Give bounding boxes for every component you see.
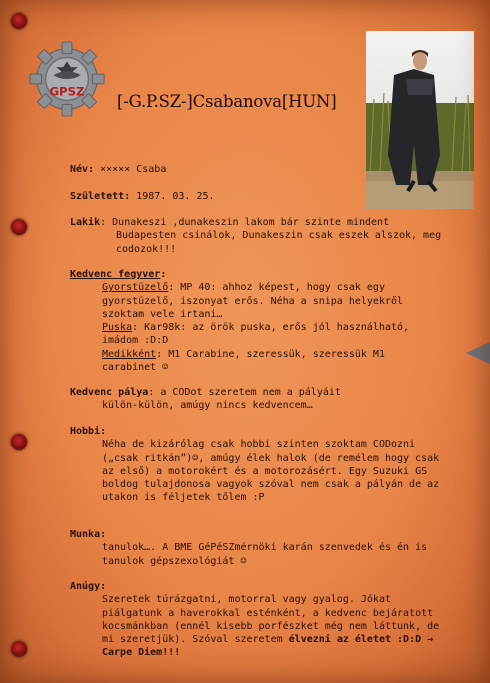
residence-row [70,216,442,256]
map-continuation: külön-külön, amúgy nincs kedvencem… [102,400,313,412]
residence-label: Lakik [70,217,101,228]
hobby-section [70,425,442,505]
weapon-text: : M1 Carabine, szeressük, szeressük M1 carabinet ☺ [102,348,385,374]
work-colon: : [100,529,107,540]
binder-hole [11,641,27,657]
aim-text: Szeretek túrázgatni, motorral vagy gyalog. Jókat piálgatunk a haverokkal esténként, a kedvenc bejáratott kocsmánkban (ennél kisebb porfészket még nem láttunk, de mi szeretjük). Szóval szeretem [102,594,440,646]
birth-label: Született [70,191,125,202]
name-row: Név: ××××× Csaba [70,164,167,175]
binder-hole [11,219,27,235]
work-text: tanulok…. A BME GéPéSZmérnöki karán szenvedek és én is tanulok gépszexológiát ☺ [102,542,428,567]
page-title: [-G.P.SZ-]Csabanova[HUN] [117,92,337,111]
weapon-name: Medikként [102,348,157,360]
logo-text: GPSZ [49,84,85,99]
map-label: Kedvenc pálya [70,387,149,398]
page-tab[interactable] [466,342,490,364]
weapon-item [70,321,442,348]
name-value: ××××× Csaba [94,164,167,175]
weapon-colon: : [160,269,167,280]
weapon-text: : MP 40: ahhoz képest, hogy csak egy gyorstüzelő, iszonyat erős. Néha a snipa helyekről szoktam vele irtani… [102,282,404,320]
aim-bold: élvezni az életet :D:D → Carpe Diem!!! [102,634,434,659]
aim-section [70,580,442,660]
weapon-item [70,281,442,321]
residence-continuation: Budapesten csinálok, Dunakeszin csak eszek alszok, meg codozok!!! [116,230,442,255]
binder-hole [11,434,27,450]
aim-colon: : [100,581,107,592]
weapon-item [70,348,442,375]
weapon-text: : Kar98k: az örök puska, erős jól használható, imádom :D:D [102,322,410,347]
weapon-label: Kedvenc fegyver [70,269,161,280]
birth-row: Született: 1987. 03. 25. [70,191,215,202]
residence-value: : Dunakeszi ,dunakeszin lakom bár szinte mindent [100,217,390,228]
hobby-colon: : [100,426,107,437]
hobby-label: Hobbi [70,426,101,437]
map-row [70,386,442,413]
weapon-name: Puska [102,322,133,334]
work-label: Munka [70,529,101,540]
gpsz-gear-logo [28,40,106,118]
name-label: Név [70,164,89,175]
map-value: : a CODot szeretem nem a pályáit [148,387,341,398]
birth-value: 1987. 03. 25. [130,191,215,202]
weapon-section [70,268,442,374]
work-section [70,528,442,568]
weapon-name: Gyorstüzelő [102,282,169,294]
hobby-text: Néha de kizárólag csak hobbi szinten szoktam CODozni („csak ritkán”)☺, amúgy élek halok (de remélem hogy csak az első) a motorokért és a motorozásért. Egy Suzuki GS boldog tulajdonosa vagyok szóval nem csak a pályán de az utakon is féljetek tőlem :P [102,439,440,504]
aim-label: Anúgy [70,581,101,592]
person-photo [366,31,474,209]
binder-hole [11,13,27,29]
